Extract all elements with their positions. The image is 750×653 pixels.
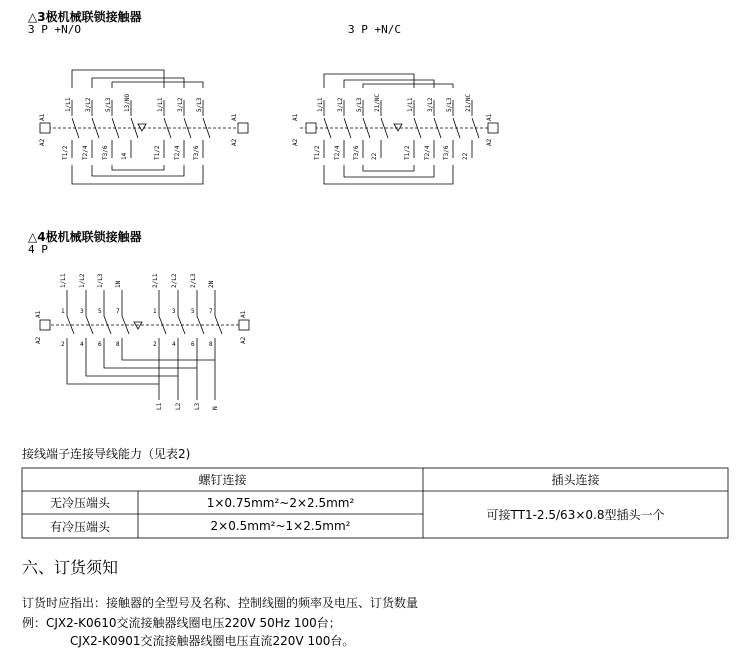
contact-number: 1 — [153, 308, 157, 315]
coil-label: A2 — [35, 336, 42, 344]
terminal-label: 13/NO — [124, 93, 131, 112]
terminal-label: 2/L3 — [190, 273, 197, 288]
terminal-label: T2/4 — [424, 145, 431, 160]
contact-number: 4 — [172, 341, 176, 348]
coil-label: A1 — [240, 310, 247, 318]
contact-number: 8 — [116, 341, 120, 348]
terminal-label: 22 — [462, 152, 469, 160]
coil-label: A2 — [231, 138, 238, 146]
contact-number: 3 — [172, 308, 176, 315]
terminal-label: T1/2 — [404, 145, 411, 160]
terminal-label: T3/6 — [193, 145, 200, 160]
terminal-label: T1/2 — [314, 145, 321, 160]
coil-label: A2 — [240, 336, 247, 344]
coil-label: A2 — [292, 138, 299, 146]
contact-number: 5 — [98, 308, 102, 315]
table-plug-value: 可接TT1-2.5/63×0.8型插头一个 — [486, 508, 665, 522]
terminal-label: 21/NC — [374, 93, 381, 112]
coil-label: A1 — [39, 113, 46, 121]
terminal-label: 3/L2 — [427, 97, 434, 112]
ordering-title: 六、订货须知 — [22, 558, 119, 577]
terminal-label: 5/L3 — [356, 97, 363, 112]
table-header-screw: 螺钉连接 — [198, 473, 247, 487]
terminal-label: T1/2 — [62, 145, 69, 160]
contact-number: 6 — [191, 341, 195, 348]
output-label: L2 — [175, 402, 182, 410]
section-3p-title: △3极机械联锁接触器 — [28, 10, 142, 24]
contact-number: 5 — [191, 308, 195, 315]
table-row-screw: 1×0.75mm²~2×2.5mm² — [206, 495, 355, 510]
terminal-label: 3/L2 — [85, 97, 92, 112]
table-row-screw: 2×0.5mm²~1×2.5mm² — [210, 519, 351, 533]
contact-number: 2 — [153, 341, 157, 348]
terminal-label: T2/4 — [174, 145, 181, 160]
contact-number: 7 — [116, 308, 120, 315]
coil-label: A1 — [231, 113, 238, 121]
terminal-label: 1N — [115, 280, 122, 288]
terminal-label: 1/L1 — [65, 97, 72, 112]
output-label: L1 — [156, 402, 163, 410]
terminal-label: 5/L3 — [196, 97, 203, 112]
terminal-label: 5/L3 — [446, 97, 453, 112]
coil-label: A1 — [486, 113, 493, 121]
output-label: L3 — [194, 402, 201, 410]
model-3p-no: 3 P +N/O — [28, 23, 81, 36]
model-4p: 4 P — [28, 243, 48, 256]
terminal-label: 2N — [208, 280, 215, 288]
terminal-label: T3/6 — [102, 145, 109, 160]
contact-number: 6 — [98, 341, 102, 348]
output-label: N — [212, 406, 219, 410]
contact-number: 2 — [61, 341, 65, 348]
terminal-label: 14 — [121, 152, 128, 160]
model-3p-nc: 3 P +N/C — [348, 23, 401, 36]
terminal-label: 3/L2 — [337, 97, 344, 112]
terminal-label: 3/L2 — [177, 97, 184, 112]
terminal-label: 1/L2 — [79, 273, 86, 288]
terminal-label: T3/6 — [353, 145, 360, 160]
terminal-label: 1/L3 — [97, 273, 104, 288]
section-4p-title: △4极机械联锁接触器 — [28, 230, 142, 244]
ordering-line-3: CJX2-K0901交流接触器线圈电压直流220V 100台。 — [70, 634, 355, 648]
terminal-label: 1/L1 — [60, 273, 67, 288]
table-header-plug: 插头连接 — [551, 473, 600, 487]
terminal-label: T2/4 — [334, 145, 341, 160]
terminal-label: 21/NC — [465, 93, 472, 112]
terminal-label: 2/L1 — [152, 273, 159, 288]
terminal-label: 5/L3 — [105, 97, 112, 112]
terminal-label: 1/L1 — [157, 97, 164, 112]
terminal-label: T3/6 — [443, 145, 450, 160]
table-row-name: 有冷压端头 — [49, 519, 110, 534]
coil-label: A1 — [35, 310, 42, 318]
contact-number: 8 — [209, 341, 213, 348]
terminal-label: 1/L1 — [407, 97, 414, 112]
contact-number: 7 — [209, 308, 213, 315]
terminal-label: T1/2 — [154, 145, 161, 160]
coil-label: A1 — [292, 113, 299, 121]
terminal-label: 22 — [371, 152, 378, 160]
contact-number: 3 — [80, 308, 84, 315]
contact-number: 4 — [80, 341, 84, 348]
terminal-label: T2/4 — [82, 145, 89, 160]
coil-label: A2 — [39, 138, 46, 146]
contact-number: 1 — [61, 308, 65, 315]
terminal-label: 1/L1 — [317, 97, 324, 112]
terminal-label: 2/L2 — [171, 273, 178, 288]
ordering-line-2: 例：CJX2-K0610交流接触器线圈电压220V 50Hz 100台； — [22, 616, 341, 630]
ordering-line-1: 订货时应指出：接触器的全型号及名称、控制线圈的频率及电压、订货数量 — [22, 596, 419, 610]
coil-label: A2 — [486, 138, 493, 146]
table-row-name: 无冷压端头 — [49, 496, 110, 510]
wire-table-caption: 接线端子连接导线能力（见表2) — [22, 447, 191, 461]
